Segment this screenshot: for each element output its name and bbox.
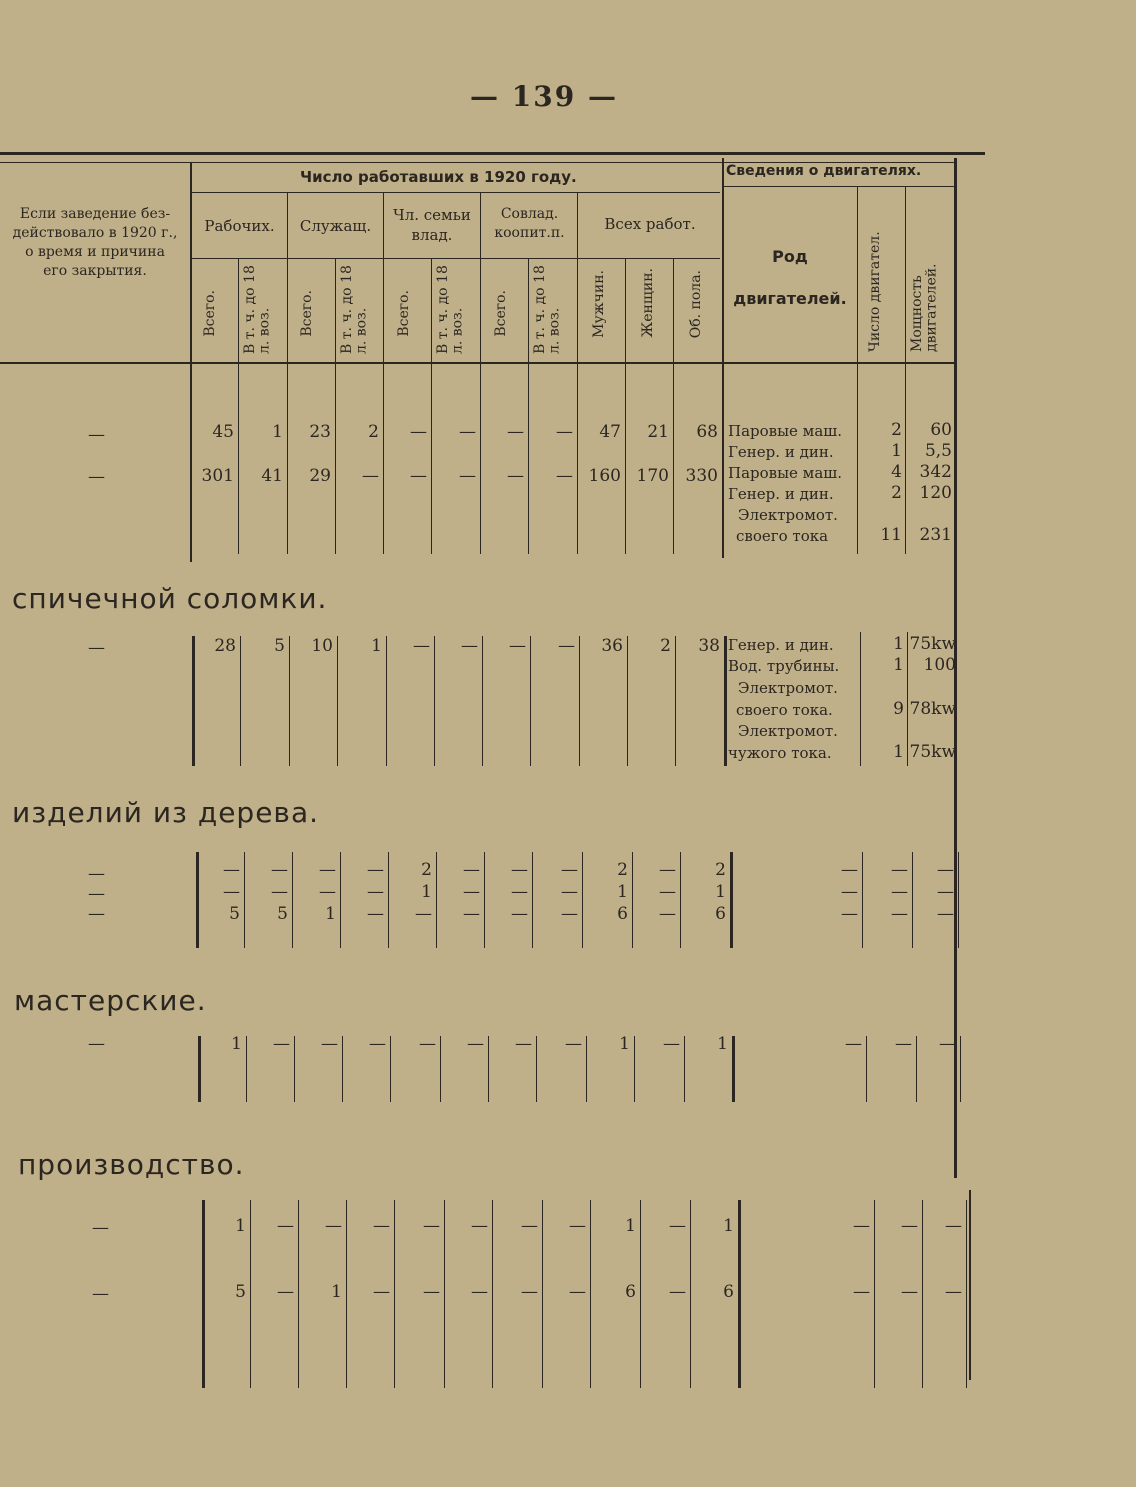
engine-power: 75kw (909, 634, 956, 654)
table-cell: 38 (698, 636, 720, 656)
body-col-line (431, 364, 432, 554)
table-cell: 1 (231, 1034, 242, 1054)
header-bottom-rule (0, 362, 955, 364)
sub-total: Всего. (299, 290, 315, 337)
table-cell: — (325, 1216, 342, 1236)
section-title: мастерские. (14, 984, 207, 1017)
table-cell: 6 (723, 1282, 734, 1302)
table-cell: 1 (619, 1034, 630, 1054)
table-cell: — (463, 904, 480, 924)
table-cell: 68 (696, 422, 718, 442)
body-col-line (577, 364, 578, 554)
table-cell: 28 (214, 636, 236, 656)
table-cell: — (223, 860, 240, 880)
engine-kind-header: Род двигателей. (733, 247, 847, 308)
section-title: производство. (18, 1148, 245, 1181)
table-cell: 1 (625, 1216, 636, 1236)
engine-kind: Вод. трубины. (728, 657, 840, 675)
table-cell: — (273, 1034, 290, 1054)
table-cell: — (410, 466, 427, 486)
engine-power: 100 (923, 655, 956, 675)
table-cell: — (415, 904, 432, 924)
caption-line: его закрытия. (43, 262, 147, 279)
table-cell: 1 (717, 1034, 728, 1054)
group-employees: Служащ. (299, 217, 372, 235)
table-cell: — (558, 636, 575, 656)
table-cell: 6 (617, 904, 628, 924)
table-cell: 1 (617, 882, 628, 902)
col-line (335, 258, 336, 362)
engine-kind: Генер. и дин. (728, 443, 834, 461)
caption-line: Если заведение без- (19, 206, 171, 222)
engine-power-header: Мощность двигателей. (909, 263, 940, 352)
col-line (577, 192, 578, 362)
col-line (431, 258, 432, 362)
table-cell: 2 (715, 860, 726, 880)
body-col-line (673, 364, 674, 554)
sub-minors: В т. ч. до 18 л. воз. (532, 265, 563, 354)
table-cell: — (561, 904, 578, 924)
table-cell: — (891, 882, 908, 902)
reason-cell: — (88, 864, 105, 884)
table-cell: — (373, 1282, 390, 1302)
body-col-line (287, 364, 288, 554)
engine-count-header: Число двигател. (867, 231, 883, 352)
table-cell: — (367, 904, 384, 924)
engine-power: 60 (930, 420, 952, 440)
engines-title-rule (722, 186, 955, 187)
table-cell: — (669, 1216, 686, 1236)
table-cell: — (891, 904, 908, 924)
col-line (383, 192, 384, 362)
reason-cell: — (92, 1284, 109, 1304)
table-cell: 5 (277, 904, 288, 924)
col-line (238, 258, 239, 362)
table-cell: — (663, 1034, 680, 1054)
table-cell: — (901, 1216, 918, 1236)
body-col-line (960, 1036, 961, 1102)
table-cell: — (901, 1282, 918, 1302)
col-line (625, 258, 626, 362)
engines-title: Сведения о двигателях. (726, 163, 922, 179)
table-cell: — (459, 466, 476, 486)
group-title-rule (190, 192, 720, 193)
table-cell: — (659, 882, 676, 902)
reason-cell: — (92, 1218, 109, 1238)
table-cell: — (945, 1282, 962, 1302)
table-cell: — (463, 882, 480, 902)
body-col-line (724, 636, 727, 766)
body-col-line (958, 852, 959, 948)
table-cell: 2 (617, 860, 628, 880)
reason-cell: — (88, 904, 105, 924)
table-cell: 47 (599, 422, 621, 442)
table-cell: — (277, 1216, 294, 1236)
table-cell: — (423, 1216, 440, 1236)
caption-line: о время и причина (25, 243, 165, 260)
engine-power: 5,5 (924, 441, 952, 461)
table-cell: — (521, 1282, 538, 1302)
table-cell: — (895, 1034, 912, 1054)
table-cell: — (937, 860, 954, 880)
table-cell: — (845, 1034, 862, 1054)
table-cell: 23 (309, 422, 331, 442)
engine-count: 1 (893, 655, 904, 675)
engine-kind: Паровые маш. (728, 422, 843, 440)
table-cell: — (319, 860, 336, 880)
table-cell: — (561, 860, 578, 880)
reason-cell: — (88, 1034, 105, 1054)
table-cell: — (471, 1282, 488, 1302)
table-cell: 2 (421, 860, 432, 880)
right-border-lower (969, 1190, 971, 1380)
table-cell: — (319, 882, 336, 902)
group-title: Число работавших в 1920 году. (300, 168, 577, 186)
table-cell: — (561, 882, 578, 902)
table-cell: 6 (625, 1282, 636, 1302)
engine-power: 231 (919, 525, 952, 545)
table-cell: — (369, 1034, 386, 1054)
table-cell: — (367, 882, 384, 902)
engine-power: 120 (919, 483, 952, 503)
table-cell: — (565, 1034, 582, 1054)
top-rule (0, 152, 985, 155)
body-col-line (528, 364, 529, 554)
table-cell: 21 (647, 422, 669, 442)
table-cell: — (467, 1034, 484, 1054)
table-cell: 41 (261, 466, 283, 486)
reason-cell: — (88, 425, 105, 445)
section-title: спичечной соломки. (12, 582, 328, 615)
table-cell: — (423, 1282, 440, 1302)
sub-total: Всего. (493, 290, 509, 337)
engine-kind: чужого тока. (728, 744, 832, 762)
table-cell: — (556, 422, 573, 442)
table-cell: — (507, 422, 524, 442)
table-cell: 301 (201, 466, 234, 486)
table-cell: — (841, 882, 858, 902)
table-cell: 170 (636, 466, 669, 486)
page-number: — 139 — (470, 80, 618, 113)
engine-count: 1 (891, 441, 902, 461)
body-col-line (383, 364, 384, 554)
col-line (722, 158, 724, 558)
table-cell: 36 (601, 636, 623, 656)
table-cell: 5 (274, 636, 285, 656)
col-line (528, 258, 529, 362)
table-cell: 1 (421, 882, 432, 902)
table-cell: — (521, 1216, 538, 1236)
engine-kind: Электромот. (738, 722, 838, 740)
sub-total: Всего. (396, 290, 412, 337)
body-col-line (480, 364, 481, 554)
table-cell: — (277, 1282, 294, 1302)
engine-count: 9 (893, 699, 904, 719)
reason-cell: — (88, 638, 105, 658)
table-cell: — (569, 1216, 586, 1236)
table-cell: — (945, 1216, 962, 1236)
table-cell: 1 (272, 422, 283, 442)
group-workers: Рабочих. (204, 217, 275, 235)
engine-kind: Паровые маш. (728, 464, 843, 482)
table-cell: — (841, 860, 858, 880)
engine-count: 1 (893, 742, 904, 762)
table-cell: — (367, 860, 384, 880)
table-cell: 29 (309, 466, 331, 486)
table-cell: — (373, 1216, 390, 1236)
sub-men: Мужчин. (591, 270, 607, 338)
table-cell: 1 (331, 1282, 342, 1302)
table-cell: 160 (588, 466, 621, 486)
col-line (480, 192, 481, 362)
engine-kind: Генер. и дин. (728, 485, 834, 503)
table-cell: — (271, 860, 288, 880)
sub-women: Женщин. (640, 268, 656, 338)
table-cell: — (410, 422, 427, 442)
section-title: изделий из дерева. (12, 796, 319, 829)
table-cell: — (419, 1034, 436, 1054)
table-cell: — (891, 860, 908, 880)
group-coowners: Совлад. коопит.п. (494, 206, 565, 241)
engine-kind: своего тока. (736, 701, 833, 719)
engine-power: 75kw (909, 742, 956, 762)
body-col-line (335, 364, 336, 554)
table-cell: — (669, 1282, 686, 1302)
body-col-line (238, 364, 239, 554)
engine-count: 4 (891, 462, 902, 482)
table-cell: 330 (685, 466, 718, 486)
caption-line: действовало в 1920 г., (12, 224, 178, 241)
table-cell: — (937, 882, 954, 902)
table-cell: 10 (311, 636, 333, 656)
engine-kind: своего тока (736, 527, 829, 545)
body-col-line (966, 1200, 967, 1388)
table-cell: — (223, 882, 240, 902)
table-cell: — (509, 636, 526, 656)
reason-cell: — (88, 467, 105, 487)
sub-minors: В т. ч. до 18 л. воз. (339, 265, 370, 354)
table-cell: — (569, 1282, 586, 1302)
col-line (673, 258, 674, 362)
engine-kind: Электромот. (738, 506, 838, 524)
engine-power: 342 (919, 462, 952, 482)
table-cell: — (511, 860, 528, 880)
sub-total: Всего. (202, 290, 218, 337)
table-cell: — (659, 860, 676, 880)
group-all: Всех работ. (604, 215, 696, 233)
engine-kind: Генер. и дин. (728, 636, 834, 654)
table-cell: 5 (229, 904, 240, 924)
col-line (857, 186, 858, 362)
group-sub-rule (190, 258, 720, 259)
table-cell: — (321, 1034, 338, 1054)
table-cell: 1 (325, 904, 336, 924)
engine-count: 2 (891, 483, 902, 503)
engine-count: 1 (893, 634, 904, 654)
table-cell: 1 (715, 882, 726, 902)
table-cell: — (556, 466, 573, 486)
table-cell: — (939, 1034, 956, 1054)
sub-minors: В т. ч. до 18 л. воз. (435, 265, 466, 354)
body-col-line (857, 364, 858, 554)
table-cell: 1 (235, 1216, 246, 1236)
table-cell: — (461, 636, 478, 656)
left-caption (0, 205, 190, 281)
group-family: Чл. семьи влад. (393, 206, 471, 245)
engine-kind: Электромот. (738, 679, 838, 697)
table-cell: — (271, 882, 288, 902)
table-cell: — (841, 904, 858, 924)
engine-count: 11 (880, 525, 902, 545)
table-cell: — (659, 904, 676, 924)
table-cell: 45 (212, 422, 234, 442)
engine-power: 78kw (909, 699, 956, 719)
body-col-line (625, 364, 626, 554)
table-cell: — (413, 636, 430, 656)
sub-both: Об. пола. (688, 270, 704, 339)
col-line (905, 186, 906, 362)
table-cell: 1 (371, 636, 382, 656)
table-cell: — (459, 422, 476, 442)
table-cell: — (937, 904, 954, 924)
table-cell: — (853, 1216, 870, 1236)
table-cell: 2 (660, 636, 671, 656)
table-cell: — (511, 904, 528, 924)
table-cell: — (515, 1034, 532, 1054)
sub-minors: В т. ч. до 18 л. воз. (242, 265, 273, 354)
table-cell: — (471, 1216, 488, 1236)
table-cell: — (463, 860, 480, 880)
table-cell: 2 (368, 422, 379, 442)
table-cell: — (507, 466, 524, 486)
table-cell: 1 (723, 1216, 734, 1236)
table-cell: 6 (715, 904, 726, 924)
table-cell: 5 (235, 1282, 246, 1302)
table-cell: — (511, 882, 528, 902)
engine-count: 2 (891, 420, 902, 440)
reason-cell: — (88, 884, 105, 904)
table-cell: — (362, 466, 379, 486)
table-cell: — (853, 1282, 870, 1302)
